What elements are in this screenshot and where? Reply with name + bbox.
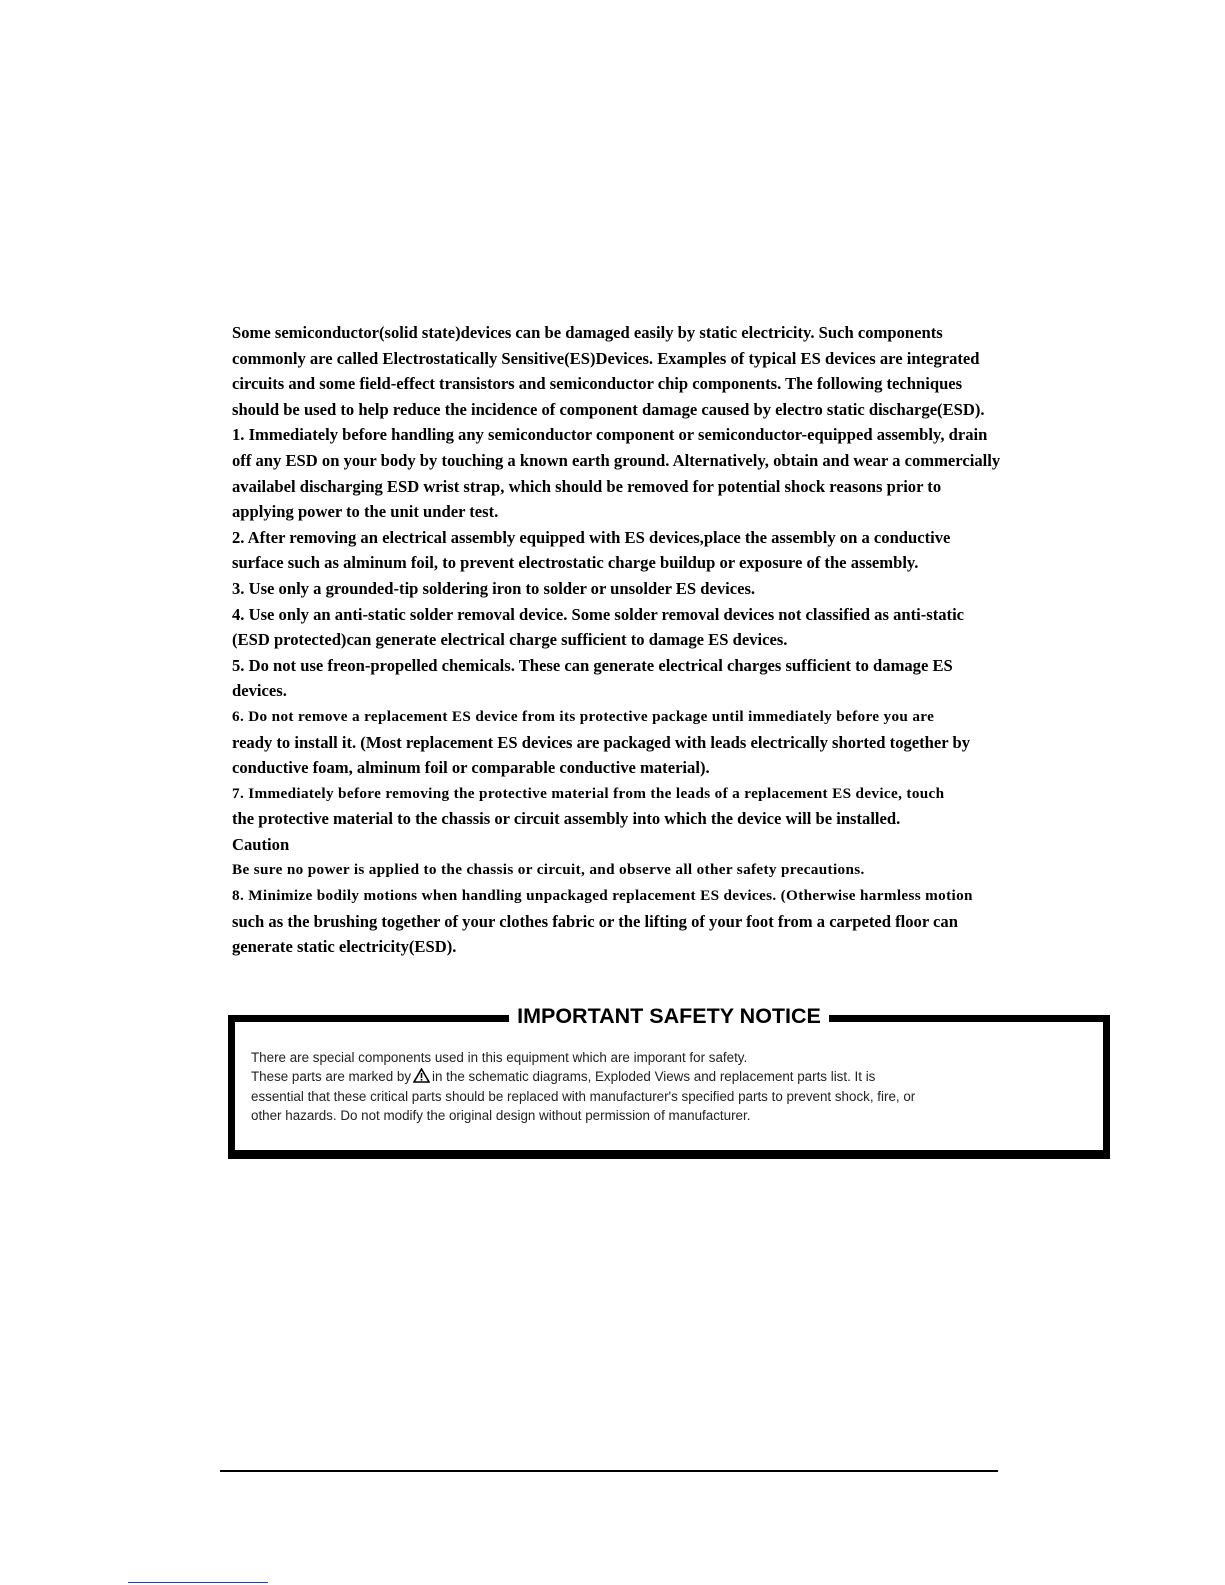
notice-line-4: other hazards. Do not modify the original design without permission of manufacturer. [251,1107,751,1123]
notice-line-2 [251,1067,1091,1086]
esd-line: circuits and some field-effect transistors and semiconductor chip components. The following techniques [232,374,963,394]
esd-step-4: 4. Use only an anti-static solder removal device. Some solder removal devices not classified as anti-static [232,604,965,624]
notice-body [251,1048,1091,1125]
esd-step-1: 1. Immediately before handling any semiconductor component or semiconductor-equipped assembly, drain [232,425,988,445]
esd-precautions-text [232,320,1122,960]
esd-step-2: 2. After removing an electrical assembly equipped with ES devices,place the assembly on a conductive [232,527,951,547]
esd-line: generate static electricity(ESD). [232,937,457,957]
esd-line: conductive foam, alminum foil or comparable conductive material). [232,758,710,778]
esd-line: such as the brushing together of your clothes fabric or the lifting of your foot from a carpeted floor can [232,911,958,931]
esd-step-7: 7. Immediately before removing the protective material from the leads of a replacement ES device, touch [232,784,945,802]
esd-line: off any ESD on your body by touching a known earth ground. Alternatively, obtain and wear a commercially [232,450,1001,470]
caution-heading: Caution [232,834,290,854]
notice-line-2-start: These parts are marked by [251,1069,412,1085]
esd-line: applying power to the unit under test. [232,502,499,522]
esd-line: ready to install it. (Most replacement ES devices are packaged with leads electrically shorted together by [232,732,971,752]
esd-step-6: 6. Do not remove a replacement ES device from its protective package until immediately before you are [232,707,935,725]
important-safety-notice-box [228,1004,1110,1159]
esd-line: devices. [232,681,287,701]
caution-text: Be sure no power is applied to the chassis or circuit, and observe all other safety precautions. [232,861,865,879]
notice-title-row [235,1002,1103,1033]
notice-line-1: There are special components used in this equipment which are imporant for safety. [251,1050,748,1065]
notice-title: IMPORTANT SAFETY NOTICE [509,1004,829,1028]
esd-line: (ESD protected)can generate electrical charge sufficient to damage ES devices. [232,630,788,650]
esd-line: surface such as alminum foil, to prevent electrostatic charge buildup or exposure of the assembly. [232,553,919,573]
esd-line: commonly are called Electrostatically Sensitive(ES)Devices. Examples of typical ES devices are integrated [232,348,980,368]
notice-line-3: essential that these critical parts should be replaced with manufacturer's specified parts to prevent shock, fire, or [251,1088,916,1104]
corner-link-underline [128,1582,268,1583]
footer-divider [220,1470,998,1472]
esd-step-8: 8. Minimize bodily motions when handling unpackaged replacement ES devices. (Otherwise harmless motion [232,887,973,905]
esd-line: Some semiconductor(solid state)devices can be damaged easily by static electricity. Such components [232,323,943,342]
esd-step-3: 3. Use only a grounded-tip soldering iron to solder or unsolder ES devices. [232,578,756,598]
warning-triangle-icon [413,1068,430,1083]
esd-line: the protective material to the chassis or circuit assembly into which the device will be installed. [232,809,901,829]
esd-step-5: 5. Do not use freon-propelled chemicals. These can generate electrical charges sufficient to damage ES [232,655,953,675]
esd-line: availabel discharging ESD wrist strap, which should be removed for potential shock reasons prior to [232,476,942,496]
notice-line-2-end: in the schematic diagrams, Exploded Views and replacement parts list. It is [432,1069,876,1085]
esd-line: should be used to help reduce the incidence of component damage caused by electro static discharge(ESD). [232,399,985,419]
